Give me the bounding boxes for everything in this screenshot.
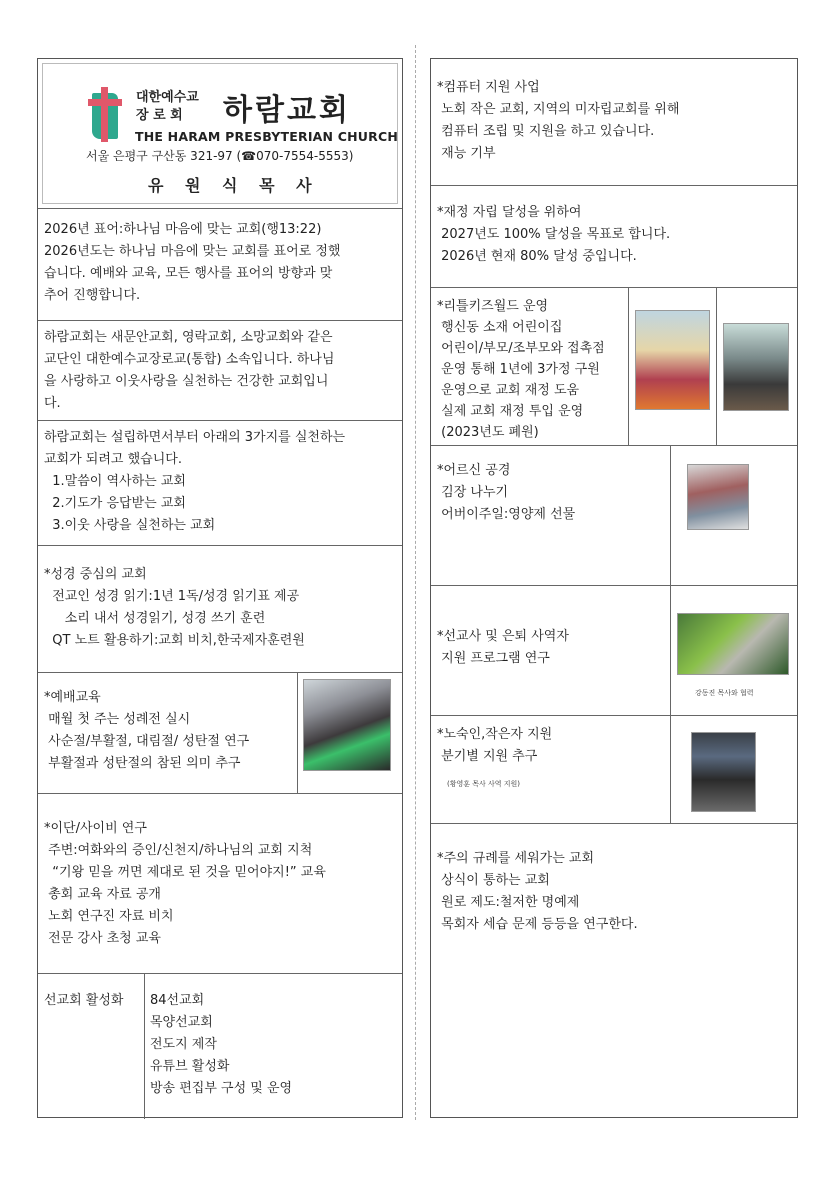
text-line: *이단/사이비 연구 <box>44 821 147 836</box>
text-line: *주의 규례를 세워가는 교회 <box>437 851 595 866</box>
retreat-center-photo <box>677 613 789 675</box>
text-line: 노회 연구진 자료 비치 <box>44 909 174 924</box>
text-block <box>437 848 638 936</box>
text-line: *성경 중심의 교회 <box>44 567 147 582</box>
homeless-support-photo <box>691 732 756 812</box>
english-name: THE HARAM PRESBYTERIAN CHURCH <box>135 129 399 144</box>
text-line: 다. <box>44 396 61 411</box>
text-line: 총회 교육 자료 공개 <box>44 887 161 902</box>
kimchi-sharing-photo <box>687 464 749 530</box>
text-line: 어린이/부모/조부모와 접촉점 <box>437 341 605 356</box>
missionary-section <box>431 586 797 716</box>
text-line: 1.말씀이 역사하는 교회 <box>44 474 186 489</box>
text-block <box>44 219 340 307</box>
denomination-line: 대한예수교 <box>136 90 199 105</box>
text-line: 원로 제도:철저한 명예제 <box>437 895 580 910</box>
text-line: 하람교회는 새문안교회, 영락교회, 소망교회와 같은 <box>44 330 333 345</box>
text-block <box>437 296 605 443</box>
text-line: 부활절과 성탄절의 참된 의미 추구 <box>44 756 241 771</box>
computer-section <box>431 59 797 186</box>
column-divider <box>670 446 671 585</box>
finance-section <box>431 186 797 288</box>
text-line: 사순절/부활절, 대림절/ 성탄절 연구 <box>44 734 250 749</box>
text-line: 추어 진행합니다. <box>44 288 141 303</box>
text-line: *어르신 공경 <box>437 463 511 478</box>
left-column <box>37 58 403 1118</box>
text-line: 유튜브 활성화 <box>150 1059 230 1074</box>
church-rules-section <box>431 824 797 1119</box>
homeless-section <box>431 716 797 824</box>
column-divider <box>297 673 298 793</box>
text-block <box>44 327 334 415</box>
text-block <box>437 724 552 768</box>
text-line: 전문 강사 초청 교육 <box>44 931 161 946</box>
text-line: 김장 나누기 <box>437 485 509 500</box>
motto-section <box>38 209 402 321</box>
right-column <box>430 58 798 1118</box>
text-line: 운영 통해 1년에 3가정 구원 <box>437 362 600 377</box>
text-line: 을 사랑하고 이웃사랑을 실천하는 건강한 교회입니 <box>44 374 329 389</box>
column-divider <box>670 586 671 715</box>
text-line: QT 노트 활용하기:교회 비치,한국제자훈련원 <box>44 633 305 648</box>
church-header <box>38 59 402 209</box>
text-line: 재능 기부 <box>437 146 496 161</box>
text-line: 84선교회 <box>150 993 205 1008</box>
text-line: 교회가 되려고 했습니다. <box>44 452 182 467</box>
text-line: *재정 자립 달성을 위하여 <box>437 205 582 220</box>
text-line: “기왕 믿을 꺼면 제대로 된 것을 믿어야지!” 교육 <box>44 865 326 880</box>
about-section <box>38 321 402 421</box>
text-line: 2027년도 100% 달성을 목표로 합니다. <box>437 227 671 242</box>
bible-section <box>38 546 402 673</box>
worship-section <box>38 673 402 794</box>
text-line: 분기별 지원 추구 <box>437 749 538 764</box>
column-divider <box>670 716 671 823</box>
pastor-name: 유 원 식 목 사 <box>148 176 320 195</box>
text-line: *컴퓨터 지원 사업 <box>437 80 540 95</box>
text-block <box>44 427 345 537</box>
text-line: 주변:여화와의 증인/신천지/하나님의 교회 지척 <box>44 843 313 858</box>
kids-world-section <box>431 288 797 446</box>
text-line: 전도지 제작 <box>150 1037 217 1052</box>
text-block <box>437 77 679 165</box>
text-block <box>44 564 305 652</box>
church-name-logo: 하람교회 <box>223 93 351 128</box>
page-fold-divider <box>415 45 416 1120</box>
text-line: *노숙인,작은자 지원 <box>437 727 553 742</box>
text-line: *선교사 및 은퇴 사역자 <box>437 629 569 644</box>
mission-section <box>38 974 402 1119</box>
column-divider <box>716 288 717 445</box>
text-line: 2026년 현재 80% 달성 중입니다. <box>437 249 637 264</box>
text-line: *예배교육 <box>44 690 101 705</box>
text-block <box>44 687 249 775</box>
missionary-caption: 강동진 목사와 협력 <box>695 689 754 697</box>
column-divider <box>144 974 145 1119</box>
text-line: *리틀키즈월드 운영 <box>437 299 549 314</box>
denomination-line: 장 로 회 <box>136 108 183 123</box>
text-block <box>437 202 670 268</box>
kitchen-photo <box>723 323 789 411</box>
text-line: 2.기도가 응답받는 교회 <box>44 496 186 511</box>
text-line: 전교인 성경 읽기:1년 1독/성경 읽기표 제공 <box>44 589 300 604</box>
homeless-note: (황영훈 목사 사역 지원) <box>447 780 520 788</box>
text-line: 2026년 표어:하나님 마음에 맞는 교회(행13:22) <box>44 222 322 237</box>
text-line: 습니다. 예배와 교육, 모든 행사를 표어의 방향과 맞 <box>44 266 333 281</box>
text-line: 목회자 세습 문제 등등을 연구한다. <box>437 917 638 932</box>
text-line: 소리 내서 성경읽기, 성경 쓰기 훈련 <box>44 611 266 626</box>
text-line: (2023년도 폐원) <box>437 425 539 440</box>
column-divider <box>628 288 629 445</box>
text-line: 3.이웃 사랑을 실천하는 교회 <box>44 518 216 533</box>
three-principles-section <box>38 421 402 546</box>
text-line: 2026년도는 하나님 마음에 맞는 교회를 표어로 정했 <box>44 244 341 259</box>
worship-photo <box>303 679 391 771</box>
text-line: 컴퓨터 조립 및 지원을 하고 있습니다. <box>437 124 655 139</box>
text-line: 교단인 대한예수교장로교(통합) 소속입니다. 하나님 <box>44 352 335 367</box>
cross-logo-icon <box>86 87 124 142</box>
text-line: 실제 교회 재정 투입 운영 <box>437 404 584 419</box>
text-line: 지원 프로그램 연구 <box>437 651 550 666</box>
heresy-section <box>38 794 402 974</box>
text-line: 노회 작은 교회, 지역의 미자립교회를 위해 <box>437 102 680 117</box>
text-block <box>44 818 326 950</box>
text-block <box>437 626 569 670</box>
text-line: 목양선교회 <box>150 1015 213 1030</box>
text-line: 행신동 소재 어린이집 <box>437 320 563 335</box>
text-line: 하람교회는 설립하면서부터 아래의 3가지를 실천하는 <box>44 430 346 445</box>
text-block <box>150 990 292 1100</box>
mission-label: 선교회 활성화 <box>44 993 124 1008</box>
text-block <box>437 460 575 526</box>
elders-section <box>431 446 797 586</box>
kids-class-photo <box>635 310 710 410</box>
text-line: 운영으로 교회 재정 도움 <box>437 383 580 398</box>
address: 서울 은평구 구산동 321-97 (☎070-7554-5553) <box>86 149 354 163</box>
text-line: 상식이 통하는 교회 <box>437 873 550 888</box>
text-line: 어버이주일:영양제 선물 <box>437 507 576 522</box>
denomination <box>136 89 199 125</box>
text-line: 매월 첫 주는 성례전 실시 <box>44 712 191 727</box>
text-line: 방송 편집부 구성 및 운영 <box>150 1081 293 1096</box>
